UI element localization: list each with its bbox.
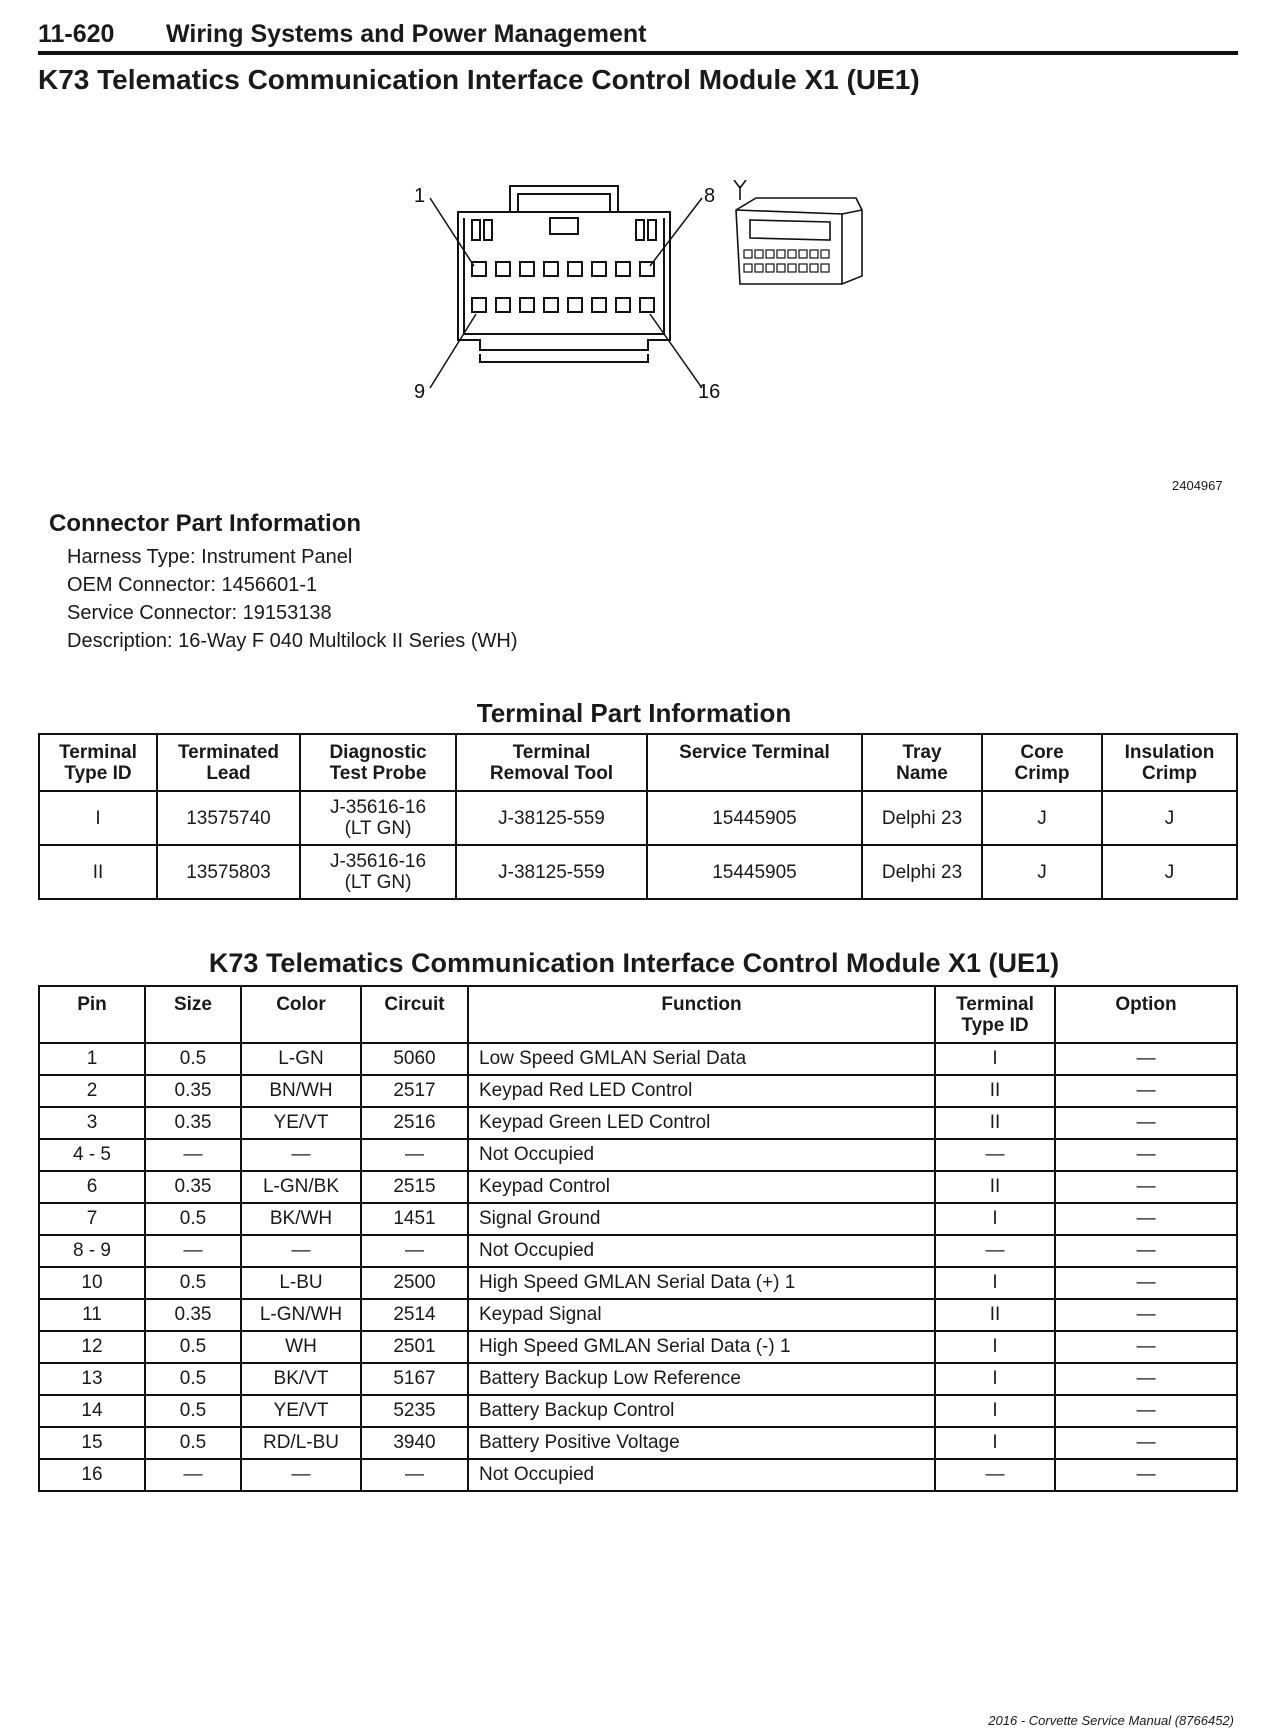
cell-pin: 7 (39, 1203, 145, 1235)
cell-pin: 13 (39, 1363, 145, 1395)
cell-pin: 4 - 5 (39, 1139, 145, 1171)
cell-option: — (1055, 1171, 1237, 1203)
cell-type-id: I (39, 791, 157, 845)
cell-function: High Speed GMLAN Serial Data (+) 1 (468, 1267, 935, 1299)
table-row (39, 1075, 1237, 1107)
cell-pin: 11 (39, 1299, 145, 1331)
cell-size: — (145, 1139, 241, 1171)
th-color: Color (241, 986, 361, 1043)
th-terminal-type-id: Terminal Type ID (39, 734, 157, 791)
th-terminated-lead: Terminated Lead (157, 734, 300, 791)
cell-circuit: 3940 (361, 1427, 468, 1459)
terminal-info-heading: Terminal Part Information (476, 698, 792, 728)
cell-size: 0.5 (145, 1395, 241, 1427)
cell-pin: 8 - 9 (39, 1235, 145, 1267)
cell-option: — (1055, 1075, 1237, 1107)
cell-color: BN/WH (241, 1075, 361, 1107)
cell-color: BK/WH (241, 1203, 361, 1235)
cell-color: RD/L-BU (241, 1427, 361, 1459)
connector-iso-view (734, 180, 862, 284)
cell-function: Not Occupied (468, 1235, 935, 1267)
pin-label-1: 1 (414, 185, 426, 207)
cell-option: — (1055, 1395, 1237, 1427)
service-connector: Service Connector: 19153138 (67, 602, 332, 624)
table-row (39, 1363, 1237, 1395)
cell-circuit: 1451 (361, 1203, 468, 1235)
table-row (39, 1043, 1237, 1075)
cell-type-id: II (39, 845, 157, 899)
cell-color: L-GN/BK (241, 1171, 361, 1203)
cell-type-id: — (935, 1139, 1055, 1171)
cell-function: Not Occupied (468, 1459, 935, 1491)
page-number: 11-620 (38, 20, 115, 48)
cell-option: — (1055, 1107, 1237, 1139)
cell-circuit: 2516 (361, 1107, 468, 1139)
cell-pin: 6 (39, 1171, 145, 1203)
cell-type-id: I (935, 1331, 1055, 1363)
cell-insulation-crimp: J (1102, 791, 1237, 845)
cell-type-id: II (935, 1171, 1055, 1203)
th-terminal-type-id: Terminal Type ID (935, 986, 1055, 1043)
cell-color: YE/VT (241, 1395, 361, 1427)
cell-lead: 13575803 (157, 845, 300, 899)
pin-header-row (39, 986, 1237, 1043)
cell-type-id: II (935, 1107, 1055, 1139)
cell-function: Battery Backup Low Reference (468, 1363, 935, 1395)
cell-size: 0.5 (145, 1427, 241, 1459)
cell-function: Battery Positive Voltage (468, 1427, 935, 1459)
cell-function: Keypad Red LED Control (468, 1075, 935, 1107)
table-row (39, 1139, 1237, 1171)
th-core-crimp: Core Crimp (982, 734, 1102, 791)
th-service-terminal: Service Terminal (647, 734, 862, 791)
cell-type-id: — (935, 1459, 1055, 1491)
table-row (39, 1107, 1237, 1139)
cell-tray: Delphi 23 (862, 845, 982, 899)
cell-color: WH (241, 1331, 361, 1363)
cell-service-terminal: 15445905 (647, 791, 862, 845)
cell-circuit: 2517 (361, 1075, 468, 1107)
cell-size: 0.35 (145, 1075, 241, 1107)
cell-tray: Delphi 23 (862, 791, 982, 845)
table-row (39, 791, 1237, 845)
th-pin: Pin (39, 986, 145, 1043)
cell-color: — (241, 1235, 361, 1267)
cell-function: Low Speed GMLAN Serial Data (468, 1043, 935, 1075)
cell-pin: 16 (39, 1459, 145, 1491)
connector-info-heading: Connector Part Information (49, 510, 362, 537)
cell-size: 0.35 (145, 1171, 241, 1203)
cell-size: 0.5 (145, 1331, 241, 1363)
table-row (39, 1171, 1237, 1203)
cell-function: Keypad Signal (468, 1299, 935, 1331)
cell-option: — (1055, 1043, 1237, 1075)
cell-pin: 3 (39, 1107, 145, 1139)
harness-type: Harness Type: Instrument Panel (67, 546, 353, 568)
cell-option: — (1055, 1203, 1237, 1235)
cell-pin: 1 (39, 1043, 145, 1075)
cell-option: — (1055, 1267, 1237, 1299)
cell-circuit: 5235 (361, 1395, 468, 1427)
page-header (38, 18, 1238, 58)
cell-pin: 10 (39, 1267, 145, 1299)
cell-removal-tool: J-38125-559 (456, 791, 647, 845)
cell-circuit: — (361, 1459, 468, 1491)
table-row (39, 1395, 1237, 1427)
cell-size: 0.5 (145, 1203, 241, 1235)
cell-probe: J-35616-16 (LT GN) (300, 791, 456, 845)
cell-circuit: 2500 (361, 1267, 468, 1299)
table-row (39, 1459, 1237, 1491)
table-row (39, 1203, 1237, 1235)
cell-type-id: I (935, 1203, 1055, 1235)
cell-lead: 13575740 (157, 791, 300, 845)
th-tray-name: Tray Name (862, 734, 982, 791)
cell-function: High Speed GMLAN Serial Data (-) 1 (468, 1331, 935, 1363)
table-row (39, 1299, 1237, 1331)
cell-type-id: II (935, 1075, 1055, 1107)
th-size: Size (145, 986, 241, 1043)
cell-size: 0.5 (145, 1363, 241, 1395)
cell-color: — (241, 1459, 361, 1491)
table-row (39, 1331, 1237, 1363)
cell-color: YE/VT (241, 1107, 361, 1139)
cell-type-id: I (935, 1267, 1055, 1299)
cell-color: — (241, 1139, 361, 1171)
th-diagnostic-probe: Diagnostic Test Probe (300, 734, 456, 791)
cell-type-id: II (935, 1299, 1055, 1331)
cell-type-id: I (935, 1043, 1055, 1075)
cell-color: L-GN (241, 1043, 361, 1075)
figure-id: 2404967 (1172, 478, 1223, 493)
cell-insulation-crimp: J (1102, 845, 1237, 899)
pin-label-8: 8 (704, 185, 716, 207)
oem-connector: OEM Connector: 1456601-1 (67, 574, 318, 596)
cell-core-crimp: J (982, 791, 1102, 845)
cell-probe: J-35616-16 (LT GN) (300, 845, 456, 899)
cell-circuit: — (361, 1139, 468, 1171)
pin-label-9: 9 (414, 381, 426, 403)
th-circuit: Circuit (361, 986, 468, 1043)
cell-type-id: — (935, 1235, 1055, 1267)
th-option: Option (1055, 986, 1237, 1043)
cell-circuit: — (361, 1235, 468, 1267)
connector-diagram (400, 180, 880, 410)
cell-circuit: 2515 (361, 1171, 468, 1203)
table-row (39, 1427, 1237, 1459)
table-row (39, 1267, 1237, 1299)
cell-circuit: 2514 (361, 1299, 468, 1331)
th-function: Function (468, 986, 935, 1043)
cell-size: 0.5 (145, 1043, 241, 1075)
cell-color: L-GN/WH (241, 1299, 361, 1331)
th-insulation-crimp: Insulation Crimp (1102, 734, 1237, 791)
cell-function: Keypad Control (468, 1171, 935, 1203)
terminal-info-table (38, 733, 1238, 900)
pin-leader-lines (430, 198, 702, 388)
cell-circuit: 2501 (361, 1331, 468, 1363)
cell-type-id: I (935, 1363, 1055, 1395)
header-rule (38, 51, 1238, 55)
cell-size: 0.35 (145, 1299, 241, 1331)
cell-pin: 2 (39, 1075, 145, 1107)
cell-option: — (1055, 1427, 1237, 1459)
table-row (39, 1235, 1237, 1267)
cell-option: — (1055, 1459, 1237, 1491)
table-row (39, 845, 1237, 899)
cell-option: — (1055, 1331, 1237, 1363)
page-footer: 2016 - Corvette Service Manual (8766452) (988, 1713, 1234, 1728)
cell-color: L-BU (241, 1267, 361, 1299)
cell-size: — (145, 1235, 241, 1267)
th-removal-tool: Terminal Removal Tool (456, 734, 647, 791)
cell-function: Signal Ground (468, 1203, 935, 1235)
pin-label-16: 16 (698, 381, 721, 403)
cell-service-terminal: 15445905 (647, 845, 862, 899)
terminal-header-row (39, 734, 1237, 791)
terminal-cavities (472, 262, 654, 312)
cell-function: Battery Backup Control (468, 1395, 935, 1427)
cell-function: Not Occupied (468, 1139, 935, 1171)
cell-core-crimp: J (982, 845, 1102, 899)
cell-pin: 12 (39, 1331, 145, 1363)
cell-option: — (1055, 1235, 1237, 1267)
cell-circuit: 5167 (361, 1363, 468, 1395)
cell-color: BK/VT (241, 1363, 361, 1395)
cell-size: — (145, 1459, 241, 1491)
cell-type-id: I (935, 1427, 1055, 1459)
section-title: Wiring Systems and Power Management (166, 20, 647, 48)
cell-size: 0.35 (145, 1107, 241, 1139)
cell-pin: 14 (39, 1395, 145, 1427)
cell-size: 0.5 (145, 1267, 241, 1299)
pin-table (38, 985, 1238, 1492)
cell-function: Keypad Green LED Control (468, 1107, 935, 1139)
connector-description: Description: 16-Way F 040 Multilock II Series (WH) (67, 630, 518, 652)
cell-pin: 15 (39, 1427, 145, 1459)
cell-type-id: I (935, 1395, 1055, 1427)
cell-circuit: 5060 (361, 1043, 468, 1075)
page-title: K73 Telematics Communication Interface Control Module X1 (UE1) (38, 64, 920, 95)
cell-option: — (1055, 1299, 1237, 1331)
cell-removal-tool: J-38125-559 (456, 845, 647, 899)
pin-table-heading: K73 Telematics Communication Interface Control Module X1 (UE1) (208, 948, 1060, 978)
cell-option: — (1055, 1139, 1237, 1171)
cell-option: — (1055, 1363, 1237, 1395)
